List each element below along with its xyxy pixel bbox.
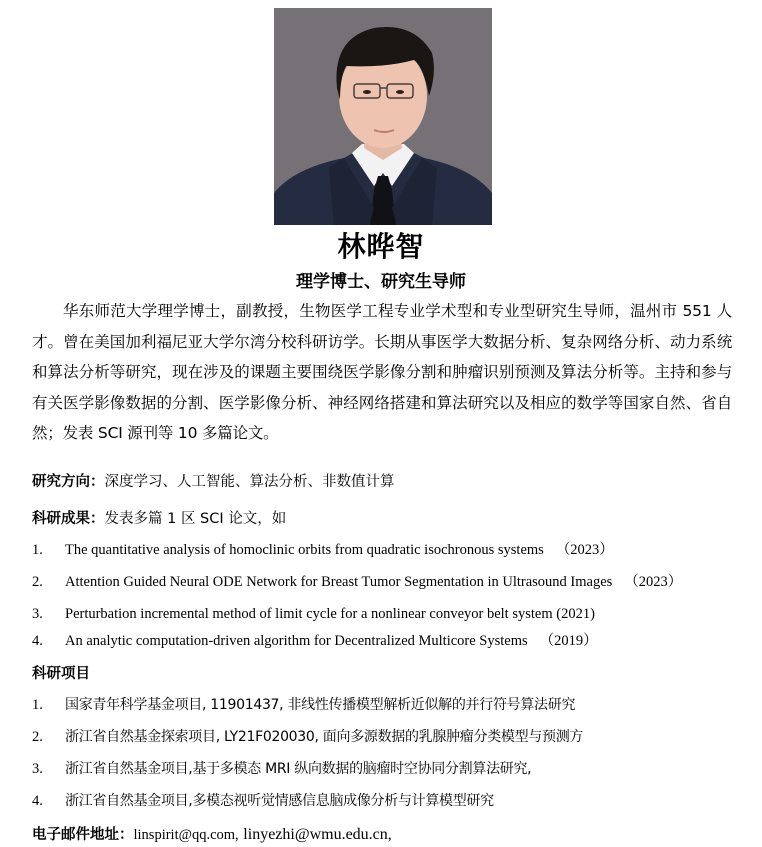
paper-item: 1. The quantitative analysis of homoclinic orbits from quadratic isochronous systems （2023） <box>32 542 614 558</box>
achievements-value: 发表多篇 1 区 SCI 论文，如 <box>104 511 287 527</box>
email <box>32 824 392 846</box>
email-label: 电子邮件地址： <box>32 827 134 843</box>
person-title: 理学博士、研究生导师 <box>296 272 466 292</box>
paper-title: Perturbation incremental method of limit cycle for a nonlinear conveyor belt system (2021) <box>65 606 595 622</box>
paper-year: （2023） <box>555 542 614 558</box>
project-item: 3. 浙江省自然基金项目,基于多模态 MRI 纵向数据的脑瘤时空协同分割算法研究, <box>32 761 532 777</box>
portrait-photo <box>274 8 492 225</box>
email-link-wmu[interactable]: linyezhi@wmu.edu.cn, <box>243 826 392 843</box>
biography-text: 华东师范大学理学博士，副教授，生物医学工程专业学术型和专业型研究生导师，温州市 551 人才。曾在美国加利福尼亚大学尔湾分校科研访学。长期从事医学大数据分析、复杂网络分析、动力系统和算法分析等研究，现在涉及的课题主要围绕医学影像分割和肿瘤识别预测及算法分析等。主持和参与有关医学影像数据的分割、医学影像分析、神经网络搭建和算法研究以及相应的数学等国家自然、省自然；发表 SCI 源刊等 10 多篇论文。 <box>32 302 732 442</box>
paper-year: （2023） <box>624 574 683 590</box>
project-item: 1. 国家青年科学基金项目, 11901437, 非线性传播模型解析近似解的并行符号算法研究 <box>32 697 576 713</box>
paper-item: 2. Attention Guided Neural ODE Network for Breast Tumor Segmentation in Ultrasound Images （2023） <box>32 574 683 590</box>
achievements-label: 科研成果： <box>32 511 105 527</box>
paper-item: 4. An analytic computation-driven algorithm for Decentralized Multicore Systems （2019） <box>32 633 598 649</box>
research-direction-label: 研究方向： <box>32 474 105 490</box>
project-item: 2. 浙江省自然基金探索项目, LY21F020030, 面向多源数据的乳腺肿瘤分类模型与预测方 <box>32 729 584 745</box>
paper-year: （2019） <box>539 633 598 649</box>
paper-title: An analytic computation-driven algorithm for Decentralized Multicore Systems <box>65 633 528 649</box>
biography <box>32 296 732 449</box>
research-direction <box>32 471 395 493</box>
project-item: 4. 浙江省自然基金项目,多模态视听觉情感信息脑成像分析与计算模型研究 <box>32 793 494 809</box>
person-name: 林晔智 <box>337 230 425 263</box>
achievements <box>32 508 286 530</box>
email-link-qq[interactable]: linspirit@qq.com, <box>133 827 239 843</box>
research-direction-value: 深度学习、人工智能、算法分析、非数值计算 <box>104 474 395 490</box>
projects-heading: 科研项目 <box>32 666 90 682</box>
person-portrait-icon <box>274 8 492 225</box>
paper-item: 3. Perturbation incremental method of limit cycle for a nonlinear conveyor belt system (2021) <box>32 606 595 622</box>
paper-title: The quantitative analysis of homoclinic orbits from quadratic isochronous systems <box>65 542 544 558</box>
paper-title: Attention Guided Neural ODE Network for Breast Tumor Segmentation in Ultrasound Images <box>65 574 613 590</box>
